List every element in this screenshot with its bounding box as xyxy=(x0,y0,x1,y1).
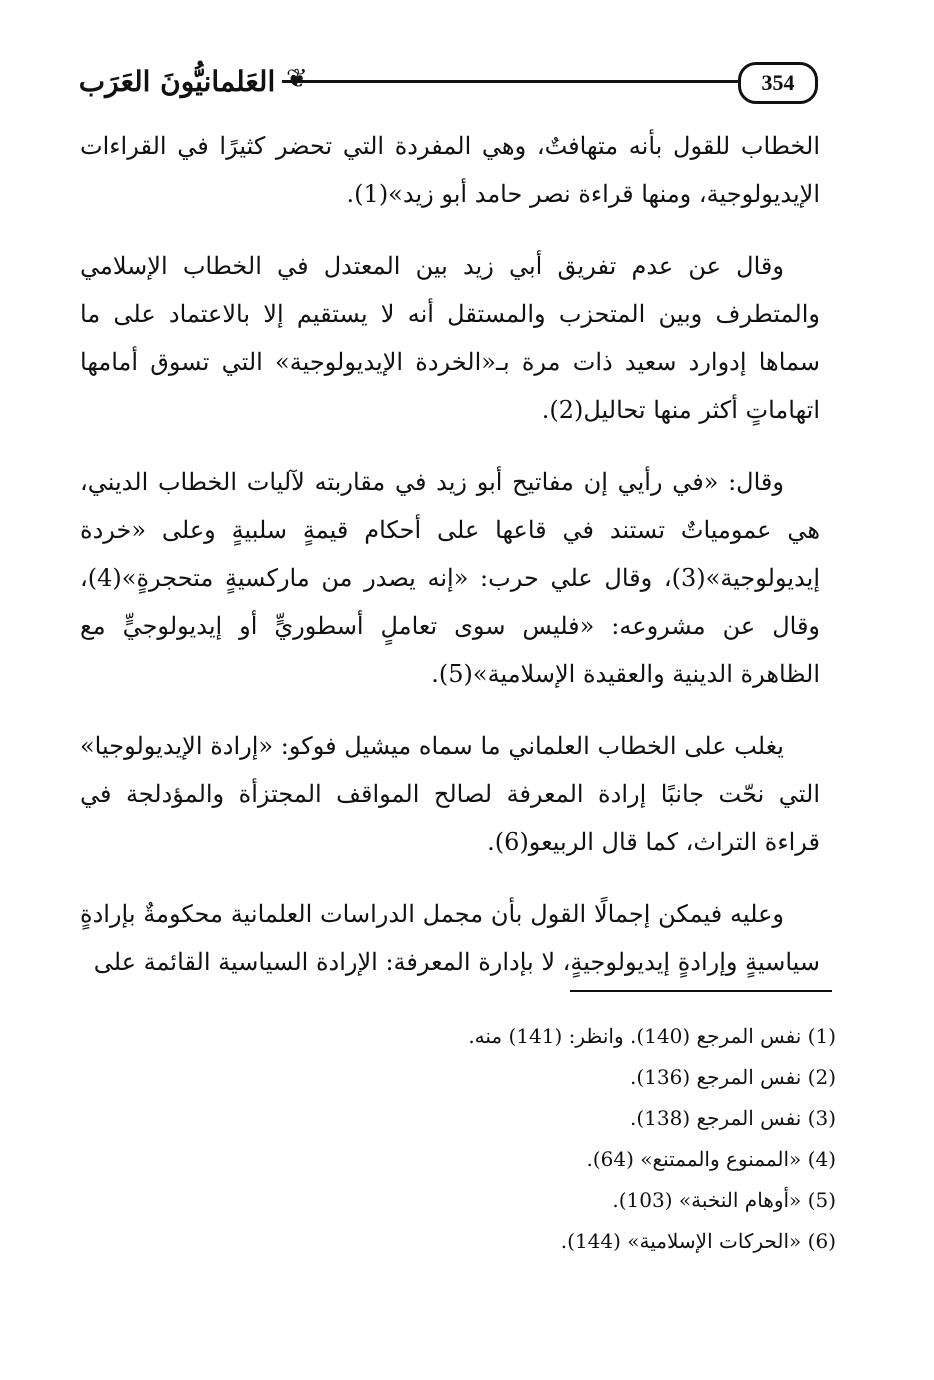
footnote-6: (6) «الحركات الإسلامية» (144). xyxy=(560,1229,836,1253)
paragraph-3: وقال: «في رأيي إن مفاتيح أبو زيد في مقاربته لآليات الخطاب الديني، هي عمومياتٌ تستند في قاعها على أحكام قيمةٍ سلبيةٍ وعلى «خردة إيديولوجية»(3)، وقال علي حرب: «إنه يصدر من ماركسيةٍ متحجرةٍ»(4)، وقال عن مشروعه: «فليس سوى تعاملٍ أسطوريٍّ أو إيديولوجيٍّ مع الظاهرة الدينية والعقيدة الإسلامية»(5). xyxy=(80,468,820,688)
page-header xyxy=(72,58,824,110)
ornament-icon: ❦ xyxy=(286,64,308,94)
footnotes xyxy=(80,1016,836,1262)
paragraph-2: وقال عن عدم تفريق أبي زيد بين المعتدل في الخطاب الإسلامي والمتطرف وبين المتحزب والمستقل أنه لا يستقيم إلا بالاعتماد على ما سماها إدوارد سعيد ذات مرة بـ«الخردة الإيديولوجية» التي تسوق أمامها اتهاماتٍ أكثر منها تحاليل(2). xyxy=(80,252,820,424)
paragraph-5: وعليه فيمكن إجمالًا القول بأن مجمل الدراسات العلمانية محكومةٌ بإرادةٍ سياسيةٍ وإرادةٍ إيديولوجيةٍ، لا بإدارة المعرفة: الإرادة السياسية القائمة على xyxy=(80,900,820,976)
footnote-1: (1) نفس المرجع (140). وانظر: (141) منه. xyxy=(468,1024,836,1048)
page-number: 354 xyxy=(738,62,818,104)
paragraph-4: يغلب على الخطاب العلماني ما سماه ميشيل فوكو: «إرادة الإيديولوجيا» التي نحّت جانبًا إرادة المعرفة لصالح المواقف المجتزأة والمؤدلجة في قراءة التراث، كما قال الربيعو(6). xyxy=(80,732,820,856)
footnote-separator xyxy=(570,990,832,992)
body-text xyxy=(80,122,820,1010)
paragraph-1: الخطاب للقول بأنه متهافتٌ، وهي المفردة التي تحضر كثيرًا في القراءات الإيديولوجية، ومنها قراءة نصر حامد أبو زيد»(1). xyxy=(80,132,820,208)
header-rule xyxy=(282,80,740,83)
footnote-4: (4) «الممنوع والممتنع» (64). xyxy=(586,1147,836,1171)
footnote-5: (5) «أوهام النخبة» (103). xyxy=(612,1188,836,1212)
footnote-2: (2) نفس المرجع (136). xyxy=(629,1065,836,1089)
running-title: العَلمانيُّونَ العَرَب xyxy=(78,65,276,98)
footnote-3: (3) نفس المرجع (138). xyxy=(629,1106,836,1130)
